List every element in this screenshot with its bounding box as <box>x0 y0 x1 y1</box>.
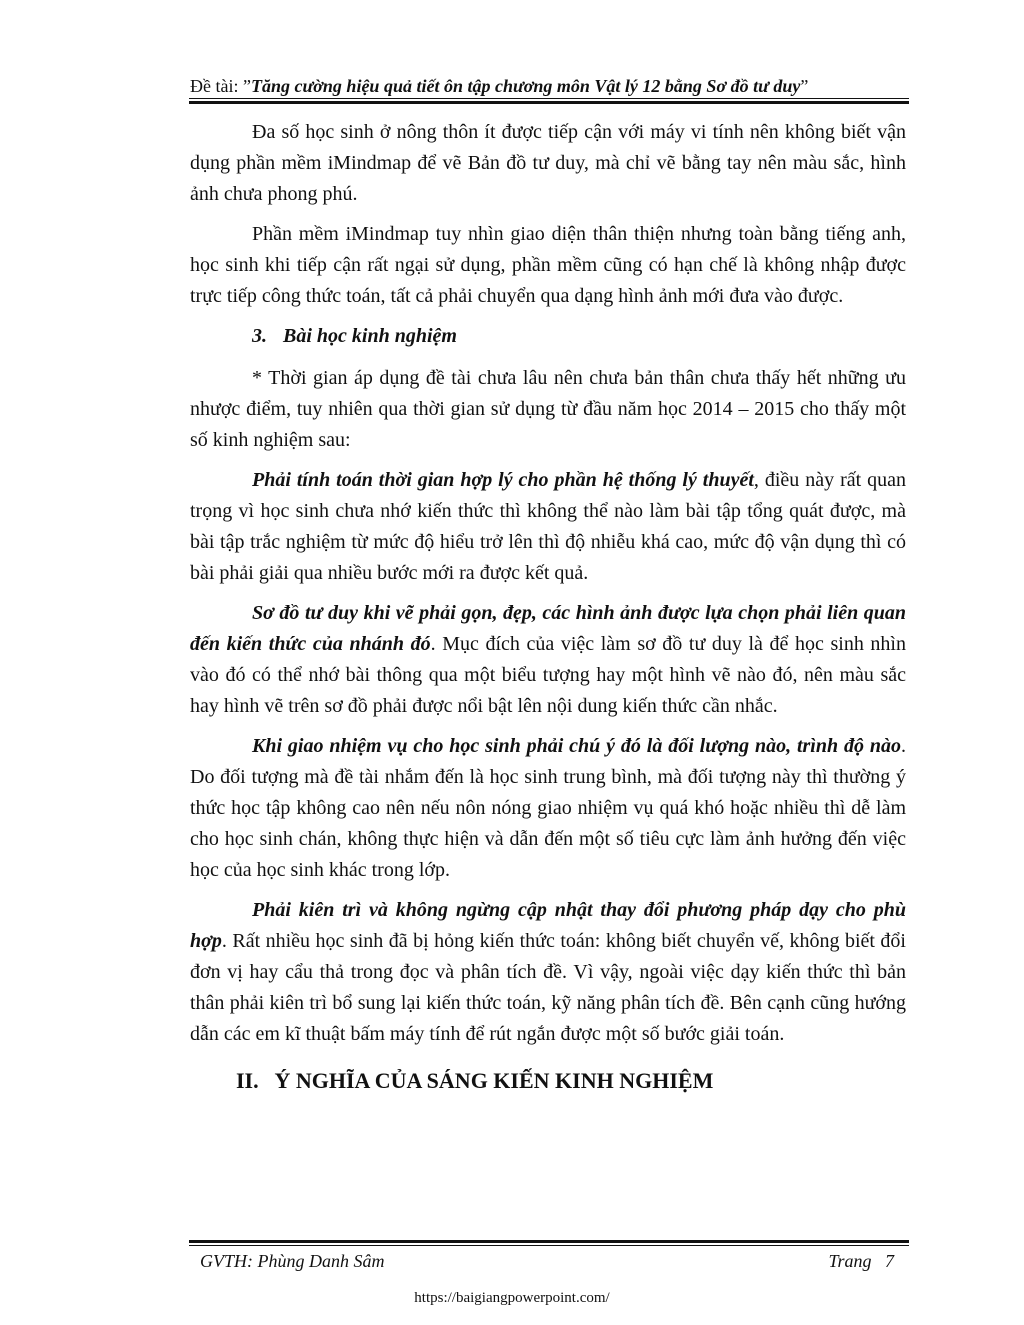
document-body <box>190 117 906 1096</box>
footer-page <box>828 1251 894 1272</box>
paragraph-7-text: . Rất nhiều học sinh đã bị hỏng kiến thức toán: không biết chuyển vế, không biết đổi đơn vị hay cẩu thả trong đọc và phân tích đề. Vì vậy, ngoài việc dạy kiến thức thì bản thân phải kiên trì bổ sung lại kiến thức toán, kỹ năng phân tích đề. Bên cạnh cũng hướng dẫn các em kĩ thuật bấm máy tính để rút ngắn được một số bước giải toán. <box>190 930 906 1045</box>
section-3-title: Bài học kinh nghiệm <box>283 325 457 347</box>
paragraph-7-emphasis: Phải kiên trì và không ngừng cập nhật thay đổi phương pháp dạy cho phù hợp <box>190 899 906 952</box>
section-ii-heading <box>236 1066 906 1096</box>
header-prefix: Đề tài: ” <box>190 76 251 96</box>
paragraph-7 <box>190 895 906 1050</box>
paragraph-4 <box>190 465 906 589</box>
paragraph-2: Phần mềm iMindmap tuy nhìn giao diện thân thiện nhưng toàn bằng tiếng anh, học sinh khi tiếp cận rất ngại sử dụng, phần mềm cũng có hạn chế là không nhập được trực tiếp công thức toán, tất cả phải chuyển qua dạng hình ảnh mới đưa vào được. <box>190 223 906 307</box>
section-3-number: 3. <box>252 325 267 347</box>
header-title: Tăng cường hiệu quả tiết ôn tập chương môn Vật lý 12 bằng Sơ đồ tư duy <box>250 76 801 96</box>
page-label: Trang <box>828 1251 872 1271</box>
section-ii-title: Ý NGHĨA CỦA SÁNG KIẾN KINH NGHIỆM <box>274 1068 714 1093</box>
paragraph-4-text: , điều này rất quan trọng vì học sinh chưa nhớ kiến thức thì không thể nào làm bài tập tổng quát được, mà bài tập trắc nghiệm từ mức độ hiểu trở lên thì độ nhiễu khá cao, mức độ vận dụng thì có bài phải giải qua nhiều bước mới ra được kết quả. <box>190 469 906 584</box>
paragraph-5 <box>190 598 906 722</box>
section-3-heading <box>252 321 906 352</box>
paragraph-5-emphasis: Sơ đồ tư duy khi vẽ phải gọn, đẹp, các hình ảnh được lựa chọn phải liên quan đến kiến thức của nhánh đó <box>190 602 906 655</box>
page-number: 7 <box>885 1251 894 1271</box>
source-url: https://baigiangpowerpoint.com/ <box>414 1290 610 1306</box>
footer-rule <box>189 1240 909 1246</box>
footer-author: GVTH: Phùng Danh Sâm <box>200 1251 385 1271</box>
header-rule <box>189 98 909 104</box>
paragraph-6-text: . Do đối tượng mà đề tài nhắm đến là học sinh trung bình, mà đối tượng này thì thường ý thức học tập không cao nên nếu nôn nóng giao nhiệm vụ quá khó hoặc nhiều thì dễ làm cho học sinh chán, không thực hiện và dẫn đến một số tiêu cực làm ảnh hưởng đến việc học của học sinh khác trong lớp. <box>190 735 906 881</box>
page-header <box>190 74 910 98</box>
paragraph-1: Đa số học sinh ở nông thôn ít được tiếp cận với máy vi tính nên không biết vận dụng phần mềm iMindmap để vẽ Bản đồ tư duy, mà chỉ vẽ bằng tay nên màu sắc, hình ảnh chưa phong phú. <box>190 121 906 205</box>
paragraph-3: * Thời gian áp dụng đề tài chưa lâu nên chưa bản thân chưa thấy hết những ưu nhược điểm, tuy nhiên qua thời gian sử dụng từ đầu năm học 2014 – 2015 cho thấy một số kinh nghiệm sau: <box>190 367 906 451</box>
paragraph-6 <box>190 731 906 886</box>
paragraph-4-emphasis: Phải tính toán thời gian hợp lý cho phần hệ thống lý thuyết <box>252 469 754 491</box>
paragraph-6-emphasis: Khi giao nhiệm vụ cho học sinh phải chú ý đó là đối lượng nào, trình độ nào <box>252 735 901 757</box>
header-suffix: ” <box>800 76 809 96</box>
paragraph-5-text: . Mục đích của việc làm sơ đồ tư duy là để học sinh nhìn vào đó có thể nhớ bài thông qua một biểu tượng hay một hình vẽ nào đó, nên màu sắc hay hình vẽ trên sơ đồ phải được nổi bật lên nội dung kiến thức cần nhắc. <box>190 633 906 717</box>
section-ii-number: II. <box>236 1068 259 1093</box>
